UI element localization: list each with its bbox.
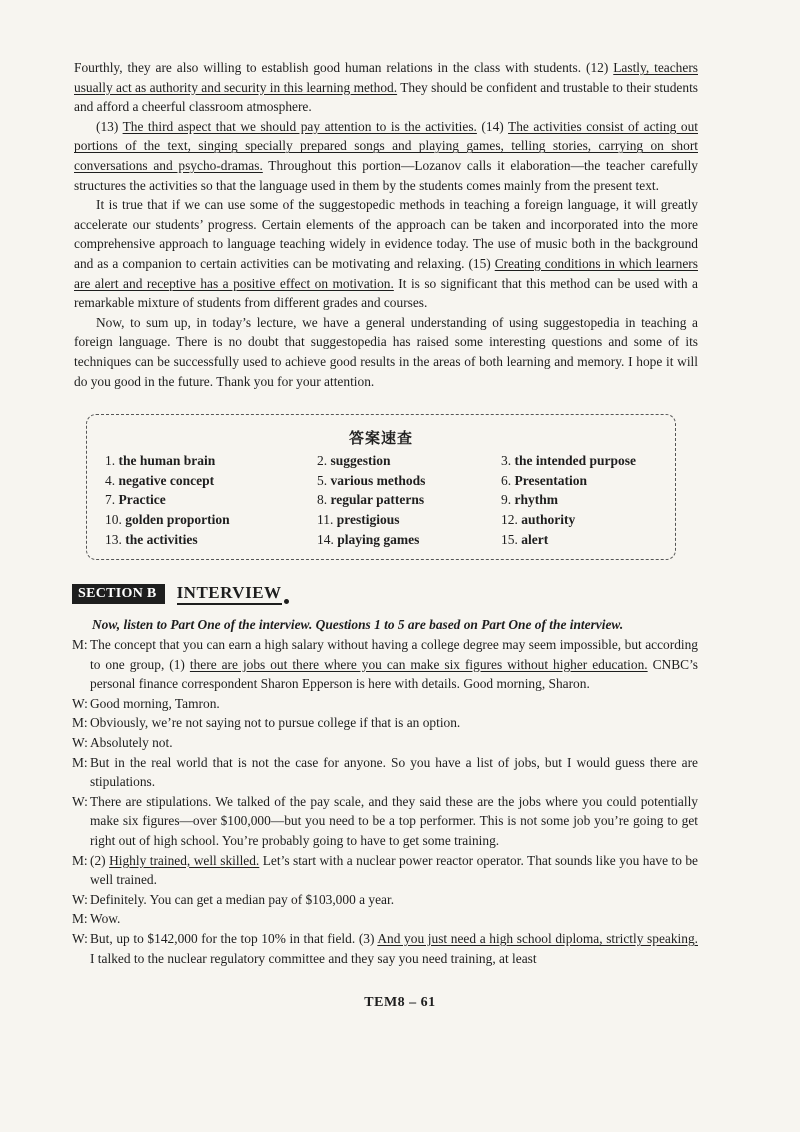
underlined-answer: The third aspect that we should pay attention to is the activities. [122, 118, 477, 134]
answer-text: suggestion [330, 452, 391, 468]
lecture-text [74, 58, 698, 391]
answer-number: 10. [105, 512, 122, 528]
answer-text: golden proportion [125, 512, 230, 528]
dialogue-turn [72, 753, 698, 792]
answer-text: the human brain [118, 452, 216, 468]
speaker-label: M: [72, 911, 88, 927]
answer-item [105, 512, 317, 528]
answer-number: 11. [317, 512, 334, 528]
text-span: Let’s start with a nuclear power reactor operator. That sounds like you have to be well trained. [90, 852, 699, 888]
speech-text: Definitely. You can get a median pay of $103,000 a year. [90, 891, 395, 907]
dialogue-turn [72, 635, 698, 694]
answer-text: rhythm [514, 492, 558, 508]
answer-number: 8. [317, 492, 328, 508]
answer-item [317, 532, 501, 548]
answer-text: alert [521, 532, 549, 548]
answer-item [501, 492, 665, 508]
answer-text: prestigious [336, 512, 400, 528]
answer-item [501, 473, 665, 489]
answer-row [105, 510, 665, 530]
speech-text: Good morning, Tamron. [90, 695, 220, 711]
answer-item [317, 473, 501, 489]
answer-key-box [86, 414, 676, 560]
speech-text [90, 851, 698, 890]
answer-row [105, 451, 665, 471]
page-number: TEM8 – 61 [364, 995, 436, 1010]
underlined-answer: The activities consist of acting out portions of the text, singing specially prepared songs and playing games, telling stories, carrying on short conversations and psycho-dramas. [74, 118, 698, 173]
answer-item [317, 512, 501, 528]
speaker-label: W: [72, 793, 88, 809]
answer-text: Presentation [514, 472, 587, 488]
speaker-label: M: [72, 637, 88, 652]
answer-number: 1. [105, 452, 116, 468]
text-span: It is so significant that this method can be used with a remarkable mixture of students from different grades and courses. [74, 275, 698, 311]
answer-number: 9. [501, 492, 512, 508]
speaker-label: M: [72, 715, 88, 731]
dialogue-turn [72, 792, 698, 851]
underlined-answer: Highly trained, well skilled. [109, 852, 260, 868]
dialogue-turn [72, 890, 698, 910]
answer-text: authority [521, 512, 576, 528]
bullet-dot-icon [284, 599, 289, 604]
text-span: CNBC’s personal finance correspondent Sharon Epperson is here with details. Good morning, Sharon. [90, 656, 698, 692]
speaker-label: W: [72, 891, 88, 907]
section-title: INTERVIEW [177, 583, 282, 605]
speech-text: Absolutely not. [90, 734, 173, 750]
section-heading [72, 582, 289, 606]
answer-text: regular patterns [330, 492, 425, 508]
answer-item [501, 532, 665, 548]
text-span: The concept that you can earn a high salary without having a college degree may seem impossible, but according to one group, (1) [90, 637, 698, 672]
answer-text: playing games [337, 532, 420, 548]
answer-number: 4. [105, 472, 116, 488]
dialogue-turn [72, 851, 698, 890]
answer-row [105, 530, 665, 550]
answer-item [501, 453, 665, 469]
speech-text: Wow. [90, 911, 121, 927]
paragraph [74, 195, 698, 313]
answer-number: 12. [501, 512, 518, 528]
text-span: But, up to $142,000 for the top 10% in that field. (3) [90, 930, 378, 946]
text-span: It is true that if we can use some of the suggestopedic methods in teaching a foreign language, it will greatly accelerate our students’ progress. Certain elements of the approach can be taken and incorporated into the more comprehensive approach to language teaching widely in evidence today. The use of music both in the background and as a companion to certain activities can be motivating and relaxing. (15) [74, 197, 698, 271]
answer-item [105, 532, 317, 548]
answer-number: 6. [501, 472, 512, 488]
answer-text: the activities [125, 532, 198, 548]
paragraph: Now, to sum up, in today’s lecture, we have a general understanding of using suggestopedia in teaching a foreign language. There is no doubt that suggestopedia has raised some interesting questions and some of its techniques can be successfully used to achieve good results in the areas of both learning and memory. I hope it will do you good in the future. Thank you for your attention. [74, 314, 698, 389]
answer-item [501, 512, 665, 528]
dialogue-turn [72, 733, 698, 753]
answer-item [317, 492, 501, 508]
underlined-answer: Lastly, teachers usually act as authority and security in this learning method. [74, 60, 698, 95]
answer-number: 15. [501, 532, 518, 548]
answer-number: 2. [317, 452, 328, 468]
text-span: Throughout this portion—Lozanov calls it elaboration—the teacher carefully structures the activities so that the language used in them by the students comes mainly from the present text. [74, 157, 698, 193]
answer-text: various methods [330, 472, 426, 488]
text-span: I talked to the nuclear regulatory committee and they say you need training, at least [90, 950, 537, 966]
text-span: Fourthly, they are also willing to establish good human relations in the class with students. (12) [74, 60, 614, 75]
text-span: (13) [96, 118, 123, 134]
answer-list [105, 451, 665, 550]
answer-number: 7. [105, 492, 116, 508]
answer-number: 14. [317, 532, 334, 548]
speech-text [90, 635, 698, 694]
answer-text: negative concept [118, 472, 215, 488]
text-span: They should be confident and trustable to their students and afford a cheerful classroom atmosphere. [74, 79, 698, 115]
speech-text: But in the real world that is not the case for anyone. So you have a list of jobs, but I would guess there are stipulations. [90, 754, 698, 790]
speech-text: Obviously, we’re not saying not to pursue college if that is an option. [90, 715, 461, 731]
speech-text: There are stipulations. We talked of the pay scale, and they said these are the jobs where you could potentially make six figures—over $100,000—but you need to be a top performer. This is not some job you’re going to get right out of high school. You’re probably going to have to get some training. [90, 793, 698, 848]
paragraph [74, 58, 698, 117]
speaker-label: M: [72, 754, 88, 770]
interview-transcript [72, 635, 698, 968]
answer-number: 13. [105, 532, 122, 548]
paragraph [74, 117, 698, 195]
text-span: (14) [476, 118, 509, 134]
answer-item [105, 473, 317, 489]
dialogue-turn [72, 929, 698, 968]
speaker-label: M: [72, 852, 88, 868]
underlined-answer: Creating conditions in which learners are alert and receptive has a positive effect on motivation. [74, 255, 698, 291]
speaker-label: W: [72, 695, 88, 711]
answer-item [317, 453, 501, 469]
dialogue-turn [72, 713, 698, 733]
answer-item [105, 492, 317, 508]
dialogue-turn [72, 694, 698, 714]
answer-row [105, 471, 665, 491]
answer-text: Practice [118, 492, 166, 508]
answer-item [105, 453, 317, 469]
speaker-label: W: [72, 930, 88, 946]
answer-row [105, 491, 665, 511]
underlined-answer: And you just need a high school diploma, strictly speaking. [377, 930, 698, 946]
answer-text: the intended purpose [514, 452, 637, 468]
speaker-label: W: [72, 734, 88, 750]
text-span: (2) [90, 852, 110, 868]
speech-text [90, 929, 698, 968]
dialogue-turn [72, 909, 698, 929]
listening-instruction: Now, listen to Part One of the interview. Questions 1 to 5 are based on Part One of the interview. [92, 617, 624, 632]
answer-key-title: 答案速查 [348, 429, 413, 447]
answer-number: 5. [317, 472, 328, 488]
underlined-answer: there are jobs out there where you can make six figures without higher education. [189, 656, 648, 672]
answer-number: 3. [501, 452, 512, 468]
section-label: SECTION B [72, 584, 165, 604]
